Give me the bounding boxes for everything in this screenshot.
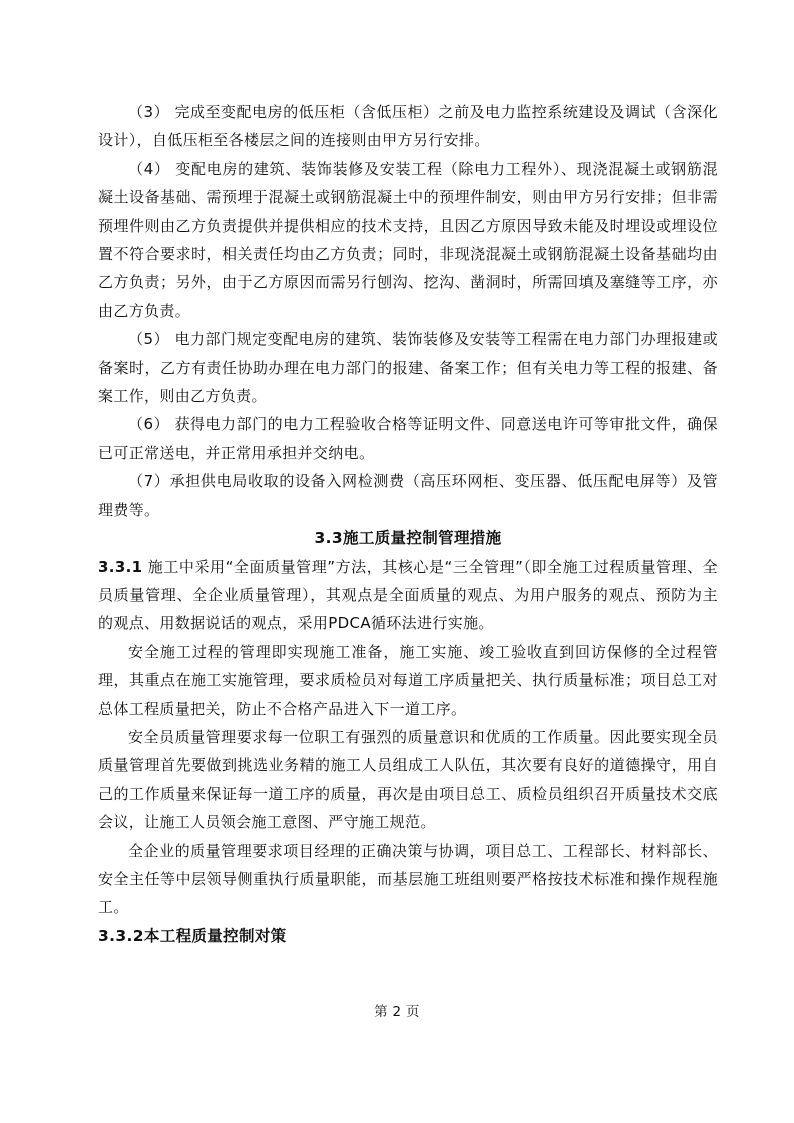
page-number: 第 2 页 [374, 1004, 420, 1020]
subsection-text: 施工中采用“全面质量管理”方法，其核心是“三全管理”（即全施工过程质量管理、全员质量管理、全企业质量管理），其观点是全面质量的观点、为用户服务的观点、预防为主的观点、用数据说话的观点，采用PDCA循环法进行实施。 [98, 557, 718, 633]
document-body [98, 98, 718, 950]
section-title: 3.3施工质量控制管理措施 [314, 529, 502, 548]
clause-6-paragraph: （6） 获得电力部门的电力工程验收合格等证明文件、同意送电许可等审批文件，确保已可正常送电，并正常用承担并交纳电。 [98, 415, 718, 462]
clause-4-paragraph: （4） 变配电房的建筑、装饰装修及安装工程（除电力工程外）、现浇混凝土或钢筋混凝土设备基础、需预埋于混凝土或钢筋混凝土中的预埋件制安，则由甲方另行安排；但非需预埋件则由乙方负责提供并提供相应的技术支持，且因乙方原因导致未能及时埋设或埋设位置不符合要求时，相关责任均由乙方负责；同时，非现浇混凝土或钢筋混凝土设备基础均由乙方负责；另外，由于乙方原因而需另行刨沟、挖沟、凿洞时，所需回填及塞缝等工序，亦由乙方负责。 [98, 159, 718, 320]
clause-7-paragraph: （7）承担供电局收取的设备入网检测费（高压环网柜、变压器、低压配电屏等）及管理费等。 [98, 472, 718, 519]
subsection-number: 3.3.1 [98, 557, 143, 576]
clause-3-paragraph: （3） 完成至变配电房的低压柜（含低压柜）之前及电力监控系统建设及调试（含深化设计），自低压柜至各楼层之间的连接则由甲方另行安排。 [98, 103, 718, 150]
subsection-3-3-1-paragraph [98, 553, 718, 638]
process-management-paragraph: 安全施工过程的管理即实现施工准备，施工实施、竣工验收直到回访保修的全过程管理，其重点在施工实施管理，要求质检员对每道工序质量把关、执行质量标准；项目总工对总体工程质量把关，防止不合格产品进入下一道工序。 [98, 642, 718, 718]
clause-5-paragraph: （5） 电力部门规定变配电房的建筑、装饰装修及安装等工程需在电力部门办理报建或备案时，乙方有责任协助办理在电力部门的报建、备案工作；但有关电力等工程的报建、备案工作，则由乙方负责。 [98, 330, 718, 406]
enterprise-management-paragraph: 全企业的质量管理要求项目经理的正确决策与协调，项目总工、工程部长、材料部长、安全主任等中层领导侧重执行质量职能，而基层施工班组则要严格按技术标准和操作规程施工。 [98, 841, 718, 917]
staff-management-paragraph: 安全员质量管理要求每一位职工有强烈的质量意识和优质的工作质量。因此要实现全员质量管理首先要做到挑选业务精的施工人员组成工人队伍，其次要有良好的道德操守，用自己的工作质量来保证每一道工序的质量，再次是由项目总工、质检员组织召开质量技术交底会议，让施工人员领会施工意图、严守施工规范。 [98, 727, 718, 832]
subsection-3-3-2-title: 3.3.2本工程质量控制对策 [98, 926, 287, 945]
